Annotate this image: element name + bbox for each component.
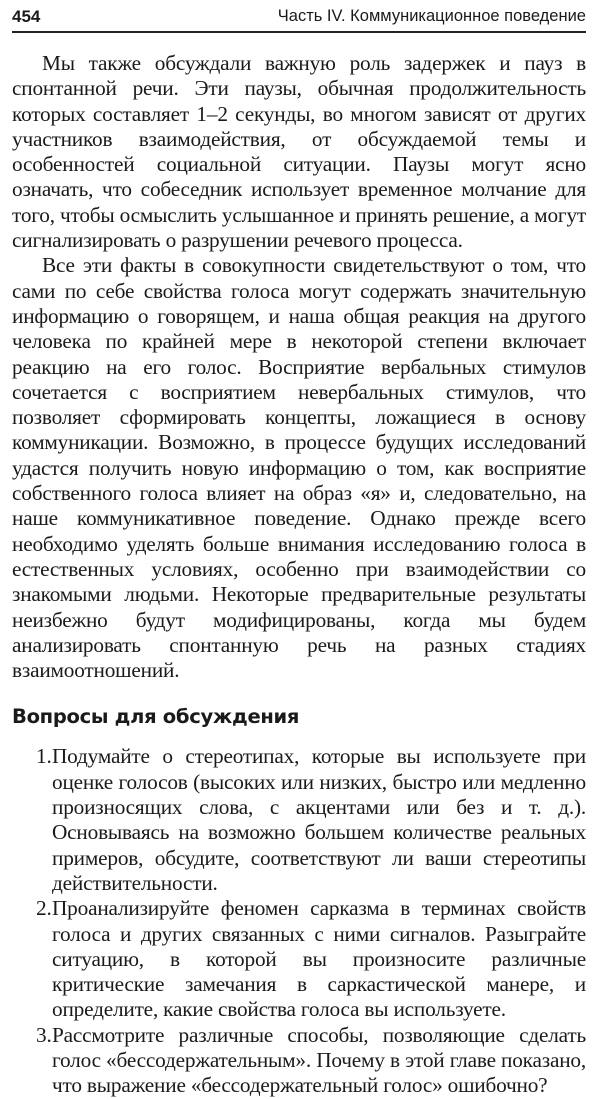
- paragraph: Мы также обсуждали важную роль задержек и пауз в спонтанной речи. Эти паузы, обычная продолжительность которых составляет 1–2 секунды, во многом зависят от других участников взаимодействия, от обсуждаемой темы и особенностей социальной ситуации. Паузы могут ясно означать, что собеседник использует временное молчание для того, чтобы осмыслить услышанное и принять решение, а могут сигнализировать о разрушении речевого процесса.: [12, 51, 586, 253]
- page-number: 454: [12, 7, 41, 26]
- question-number: 2.: [36, 896, 52, 921]
- running-header: [12, 0, 586, 33]
- question-text: Проанализируйте феномен сарказма в терминах свойств голоса и других связанных с ними сигналов. Разыграйте ситуацию, в которой вы произносите различные критические замечания в саркастической манере, и определите, какие свойства голоса вы используете.: [52, 896, 586, 1022]
- question-number: 3.: [36, 1022, 52, 1047]
- discussion-questions-list: [12, 744, 586, 1098]
- question-text: Подумайте о стереотипах, которые вы используете при оценке голосов (высоких или низких, быстро или медленно произносящих слова, с акцентами или без и т. д.). Основываясь на возможно большем количестве реальных примеров, обсудите, соответствуют ли ваши стереотипы действительности.: [52, 744, 586, 895]
- body-text: [12, 51, 586, 1099]
- question-number: 1.: [36, 744, 52, 769]
- question-text: Рассмотрите различные способы, позволяющие сделать голос «бессодержательным». Почему в этой главе показано, что выражение «бессодержательный голос» ошибочно?: [52, 1022, 586, 1098]
- question-item: [12, 1023, 586, 1099]
- question-item: [12, 896, 586, 1022]
- section-heading: Вопросы для обсуждения: [12, 705, 300, 729]
- paragraph: Все эти факты в совокупности свидетельствуют о том, что сами по себе свойства голоса могут содержать значительную информацию о говорящем, и наша общая реакция на другого человека по крайней мере в некоторой степени включает реакцию на его голос. Восприятие вербальных стимулов сочетается с восприятием невербальных стимулов, что позволяет сформировать концепты, ложащиеся в основу коммуникации. Возможно, в процессе будущих исследований удастся получить новую информацию о том, как восприятие собственного голоса влияет на образ «я» и, следовательно, на наше коммуникативное поведение. Однако прежде всего необходимо уделять больше внимания исследованию голоса в естественных условиях, особенно при взаимодействии со знакомыми людьми. Некоторые предварительные результаты неизбежно будут модифицированы, когда мы будем анализировать спонтанную речь на разных стадиях взаимоотношений.: [12, 253, 586, 683]
- question-item: [12, 744, 586, 896]
- book-page: [12, 0, 586, 1099]
- running-title: Часть IV. Коммуникационное поведение: [277, 7, 586, 25]
